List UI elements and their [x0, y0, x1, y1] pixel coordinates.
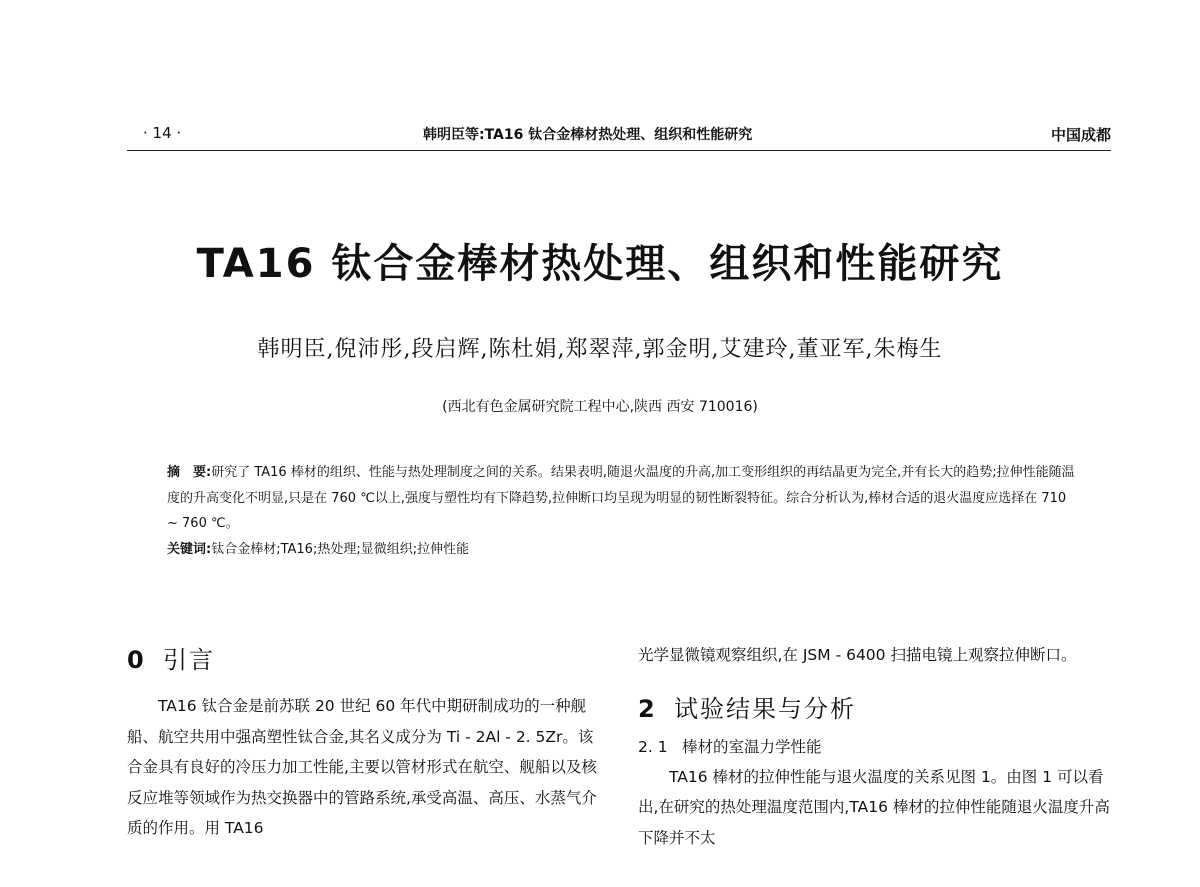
intro-paragraph: TA16 钛合金是前苏联 20 世纪 60 年代中期研制成功的一种舰船、航空共用中强高塑性钛合金,其名义成分为 Ti - 2Al - 2. 5Zr。该合金具有良好的冷压力加工性能,主要以管材形式在航空、舰船以及核反应堆等领域作为热交换器中的管路系统,承受高温、高压、水蒸气介质的作用。用 TA16 [127, 697, 597, 837]
abstract [167, 460, 1077, 537]
subsection-title: 棒材的室温力学性能 [682, 737, 822, 756]
abstract-text: 研究了 TA16 棒材的组织、性能与热处理制度之间的关系。结果表明,随退火温度的升高,加工变形组织的再结晶更为完全,并有长大的趋势;拉伸性能随温度的升高变化不明显,只是在 760 ℃以上,强度与塑性均有下降趋势,拉伸断口均呈现为明显的韧性断裂特征。综合分析认为,棒材合适的退火温度应选择在 710 ~ 760 ℃。 [167, 465, 1075, 531]
affiliation: (西北有色金属研究院工程中心,陕西 西安 710016) [442, 399, 758, 415]
section-title: 引言 [163, 646, 215, 674]
keywords [167, 537, 1077, 563]
section-heading-intro [127, 640, 602, 675]
section-heading-results [638, 689, 1113, 724]
subsection-heading [638, 732, 1113, 762]
journal-name: 中国成都 [1050, 126, 1111, 144]
results-paragraph: TA16 棒材的拉伸性能与退火温度的关系见图 1。由图 1 可以看出,在研究的热处理温度范围内,TA16 棒材的拉伸性能随退火温度升高下降并不太 [638, 767, 1110, 847]
continuation-paragraph: 光学显微镜观察组织,在 JSM - 6400 扫描电镜上观察拉伸断口。 [638, 646, 1077, 664]
right-column [638, 640, 1113, 853]
paper-title: TA16 钛合金棒材热处理、组织和性能研究 [196, 241, 1004, 287]
left-column [127, 640, 602, 844]
author-list: 韩明臣,倪沛彤,段启辉,陈杜娟,郑翠萍,郭金明,艾建玲,董亚军,朱梅生 [257, 337, 943, 362]
keywords-text: 钛合金棒材;TA16;热处理;显微组织;拉伸性能 [211, 541, 470, 557]
subsection-number: 2. 1 [638, 737, 668, 756]
page-number: · 14 · [143, 124, 182, 142]
running-title: 韩明臣等:TA16 钛合金棒材热处理、组织和性能研究 [423, 127, 753, 143]
keywords-label: 关键词: [167, 541, 212, 557]
abstract-block [167, 460, 1077, 562]
abstract-label: 摘 要: [167, 465, 212, 480]
section-title: 试验结果与分析 [674, 694, 856, 723]
running-header [127, 124, 1111, 151]
section-number: 2 [638, 694, 657, 723]
section-number: 0 [127, 646, 146, 674]
